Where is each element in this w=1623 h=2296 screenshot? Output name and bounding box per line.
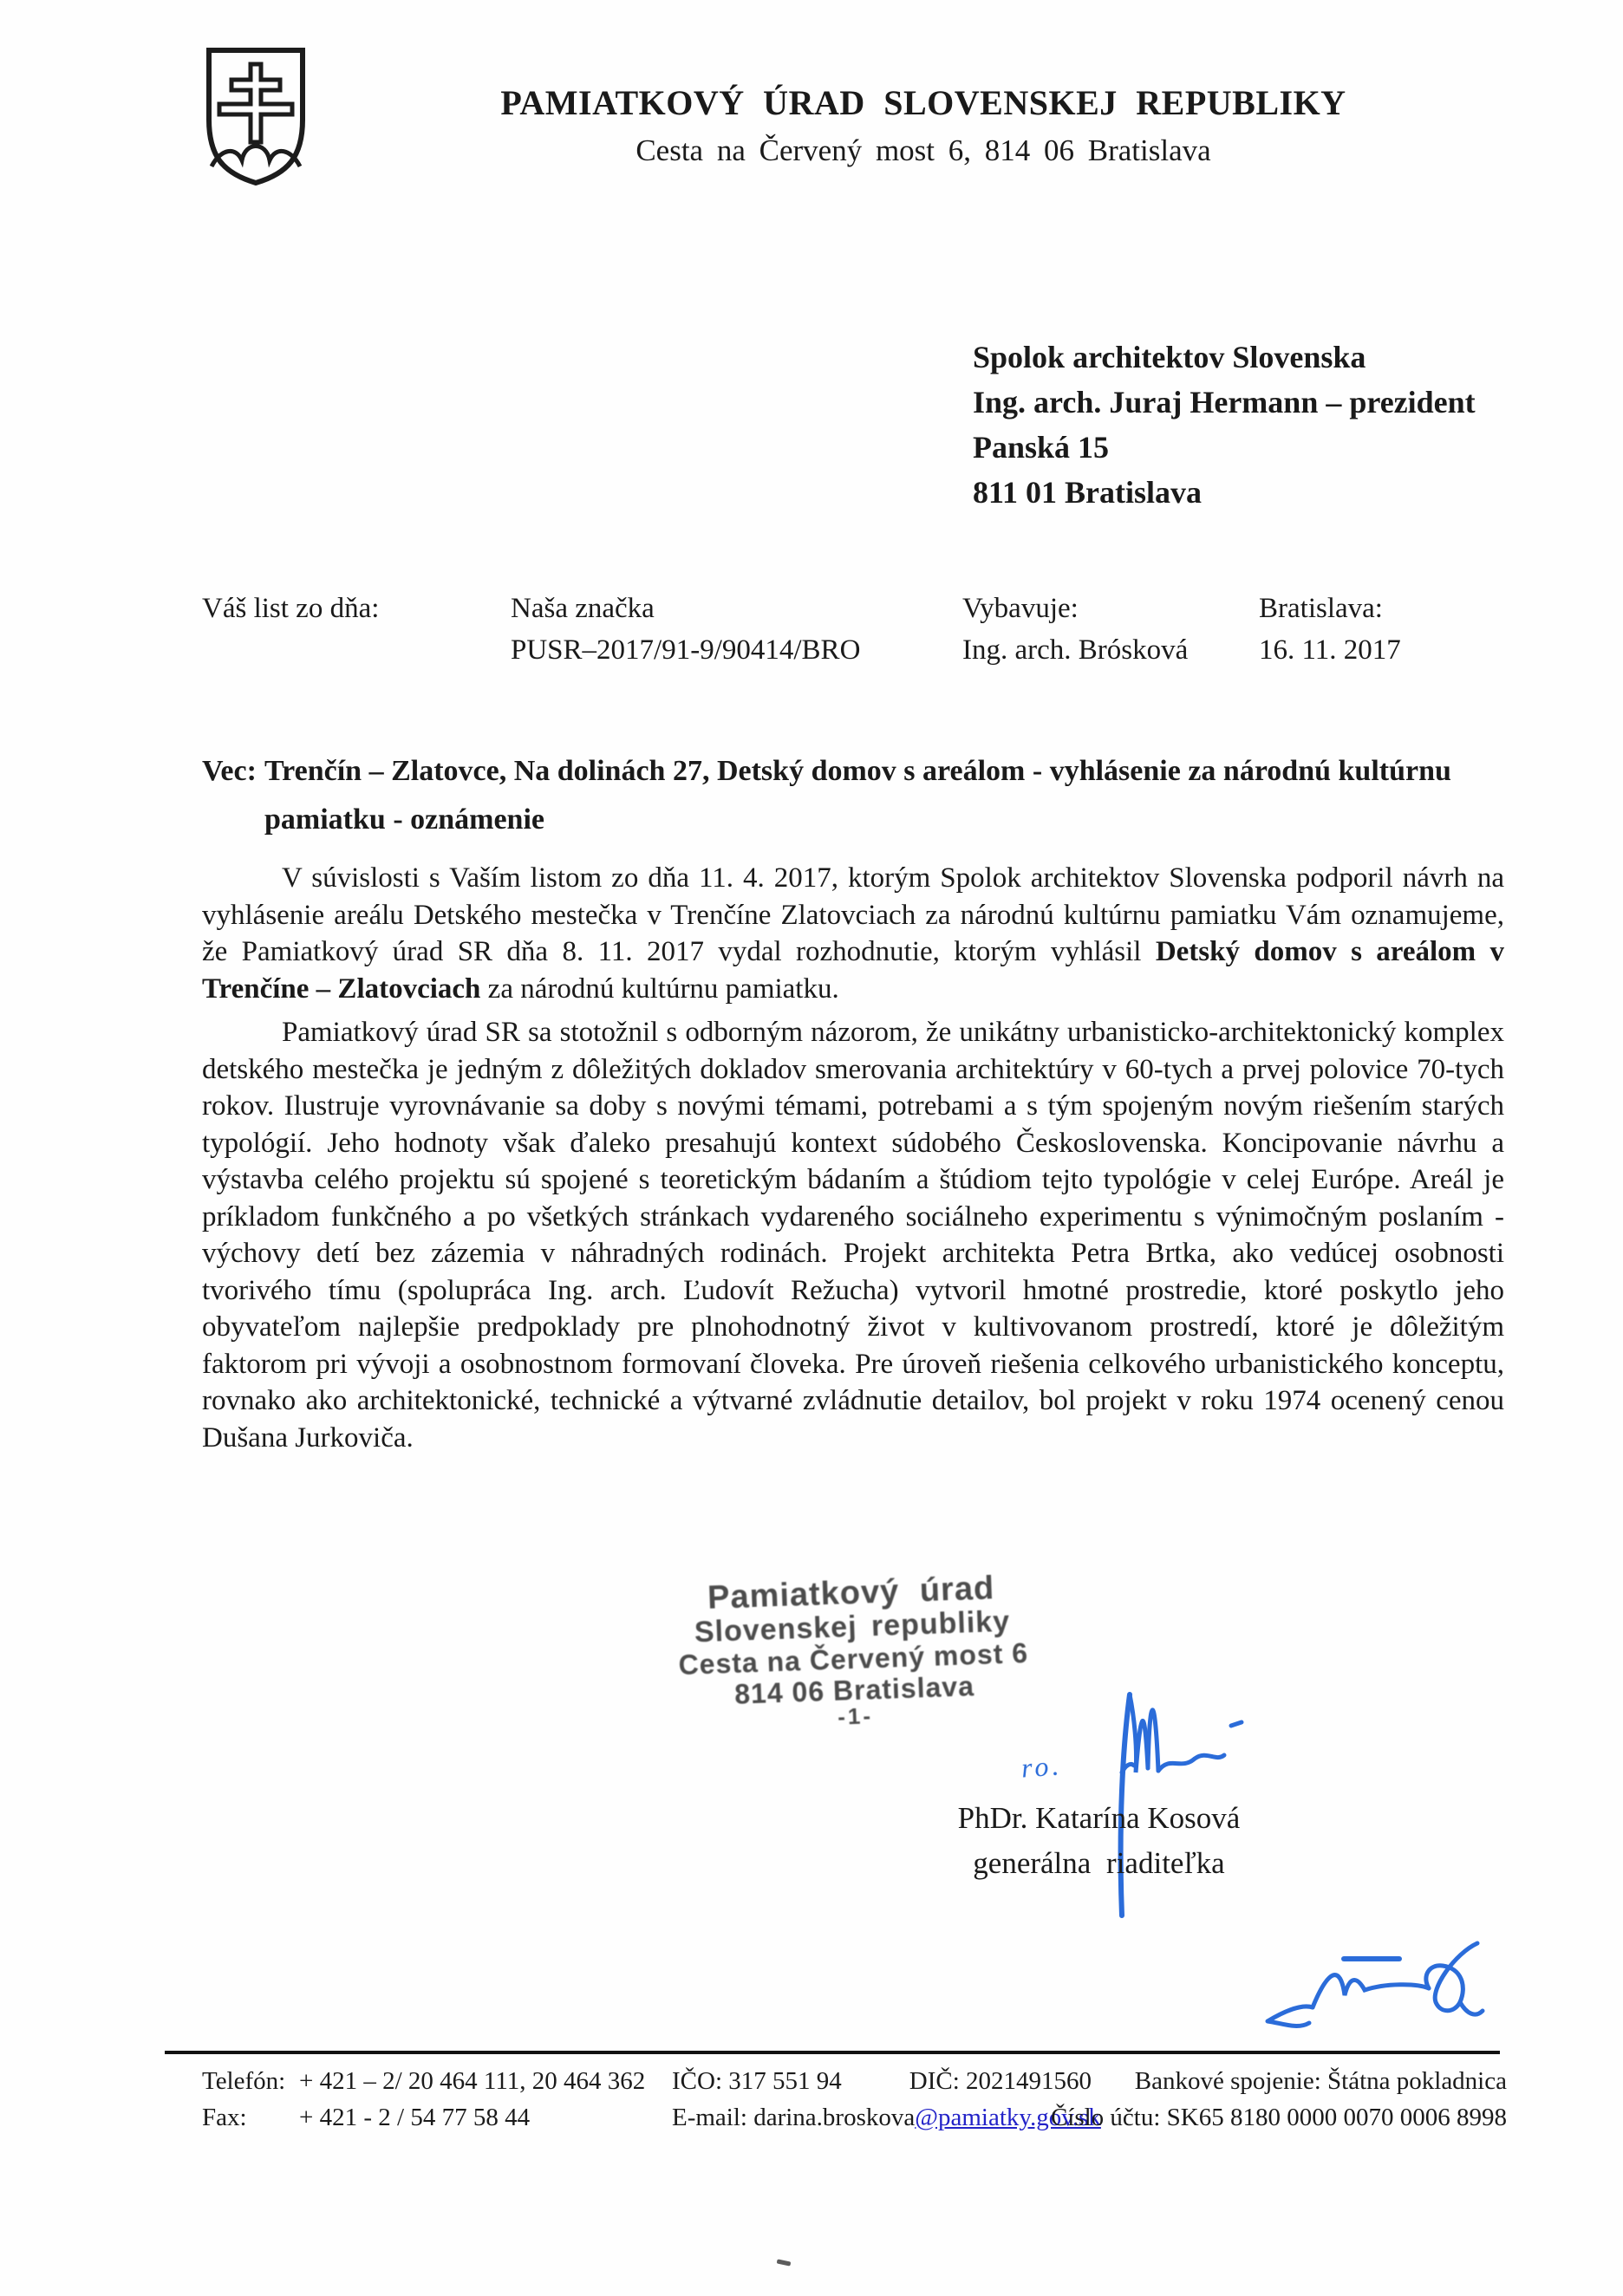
fax-label: Fax: <box>202 2104 247 2131</box>
p1-bold-text: Detský domov s areálom v Trenčíne – Zlatovciach <box>202 936 1505 1005</box>
office-stamp <box>663 1570 1043 1734</box>
ref-value: 16. 11. 2017 <box>1259 634 1401 666</box>
org-address: Cesta na Červený most 6, 814 06 Bratislava <box>636 133 1211 167</box>
phone-label: Telefón: <box>202 2067 286 2095</box>
ref-our-mark <box>511 588 860 671</box>
footer-contact-column <box>202 2063 645 2136</box>
ico-value: IČO: 317 551 94 <box>672 2067 842 2095</box>
dic-value: DIČ: 2021491560 <box>909 2067 1092 2095</box>
stamp-line: Slovenskej republiky <box>694 1604 1011 1649</box>
stamp-line: -1- <box>837 1702 874 1730</box>
recipient-line: Panská 15 <box>973 430 1110 465</box>
footer-fax <box>202 2099 645 2136</box>
signer-title: generálna riaditeľka <box>973 1846 1225 1880</box>
signature-annotation: ro. <box>1020 1749 1064 1784</box>
subject-text: Trenčín – Zlatovce, Na dolinách 27, Detský domov s areálom - vyhlásenie za národnú kultúrnu pamiatku - oznámenie <box>264 755 1451 836</box>
footer-id-column <box>672 2063 1101 2136</box>
ref-place-date <box>1259 588 1401 671</box>
recipient-block <box>973 335 1476 515</box>
footer-phone <box>202 2063 645 2099</box>
slovak-coat-of-arms-icon <box>202 43 310 188</box>
scan-speck <box>777 2259 792 2266</box>
ref-label: Váš list zo dňa: <box>202 593 380 624</box>
signer-name: PhDr. Katarína Kosová <box>957 1801 1241 1835</box>
subject-label: Vec: <box>202 755 257 787</box>
letterhead <box>451 83 1396 168</box>
stamp-line: Pamiatkový úrad <box>707 1570 995 1616</box>
signer-block <box>949 1796 1248 1886</box>
org-name: PAMIATKOVÝ ÚRAD SLOVENSKEJ REPUBLIKY <box>500 83 1346 122</box>
bank-value: Bankové spojenie: Štátna pokladnica <box>1134 2067 1507 2095</box>
recipient-line: Spolok architektov Slovenska <box>973 340 1366 374</box>
p1-text: V súvislosti s Vaším listom zo dňa 11. 4. 2017, ktorým Spolok architektov Slovenska podporil návrh na vyhlásenie areálu Detského mestečka v Trenčíne Zlatovciach za národnú kultúrnu pamiatku Vám oznamujeme, že Pamiatkový úrad SR dňa 8. 11. 2017 vydal rozhodnutie, ktorým vyhlásil <box>202 862 1504 967</box>
fax-value: + 421 - 2 / 54 77 58 44 <box>299 2104 531 2131</box>
footer-email <box>672 2099 1101 2136</box>
account-value: Číslo účtu: SK65 8180 0000 0070 0006 8998 <box>1050 2104 1507 2131</box>
paragraph-2: Pamiatkový úrad SR sa stotožnil s odborným názorom, že unikátny urbanisticko-architektonický komplex detského mestečka je jedným z dôležitých dokladov smerovania architektúry v 60-tych a prvej polovice 70-tych rokov. Ilustruje vyrovnávanie sa doby s novými témami, potrebami a s tým spojeným novým riešením starých typológií. Jeho hodnoty však ďaleko presahujú kontext súdobého Československa. Koncipovanie návrhu a výstavba celého projektu sú spojené s teoretickým bádaním a štúdiom tejto typológie v celej Európe. Areál je príkladom funkčného a po všetkých stránkach vydareného sociálneho experimentu s výnimočným poslaním - výchovy detí bez zázemia v náhradných rodinách. Projekt architekta Petra Brtka, ako vedúcej osobnosti tvorivého tímu (spolupráca Ing. arch. Ľudovít Režucha) vytvoril hmotné prostredie, ktoré poskytlo jeho obyvateľom najlepšie predpoklady pre plnohodnotný život v kultivovanom prostredí, ktoré je dôležitým faktorom pri vývoji a osobnostnom formovaní človeka. Pre úroveň riešenia celkového urbanistického konceptu, rovnako ako architektonické, technické a výtvarné zvládnutie detailov, bol projekt v roku 1974 ocenený cenou Dušana Jurkoviča. <box>202 1017 1504 1454</box>
ref-label: Vybavuje: <box>962 593 1079 624</box>
ref-value: Ing. arch. Brósková <box>962 634 1189 666</box>
phone-value: + 421 – 2/ 20 464 111, 20 464 362 <box>299 2067 646 2095</box>
ref-value: PUSR–2017/91-9/90414/BRO <box>511 634 861 666</box>
ref-handled-by <box>962 588 1188 671</box>
email-link[interactable]: @pamiatky.gov.sk <box>915 2104 1101 2131</box>
stamp-line: 814 06 Bratislava <box>733 1670 975 1710</box>
ref-your-letter <box>202 588 379 629</box>
signature-bottom-handwriting <box>1259 1935 1510 2047</box>
stamp-line: Cesta na Červený most 6 <box>677 1636 1029 1681</box>
paragraph-1 <box>202 860 1504 1007</box>
footer-ids <box>672 2063 1101 2099</box>
ref-label: Naša značka <box>511 593 655 624</box>
recipient-line: Ing. arch. Juraj Hermann – prezident <box>973 385 1476 420</box>
ref-label: Bratislava: <box>1259 593 1383 624</box>
footer-bank-column <box>1051 2063 1507 2136</box>
letter-body <box>202 860 1504 1456</box>
recipient-line: 811 01 Bratislava <box>973 475 1203 510</box>
subject-line <box>202 747 1485 844</box>
email-prefix: E-mail: darina.broskova <box>672 2104 916 2131</box>
footer-divider <box>165 2051 1500 2054</box>
p1-text-end: za národnú kultúrnu pamiatku. <box>480 972 839 1005</box>
